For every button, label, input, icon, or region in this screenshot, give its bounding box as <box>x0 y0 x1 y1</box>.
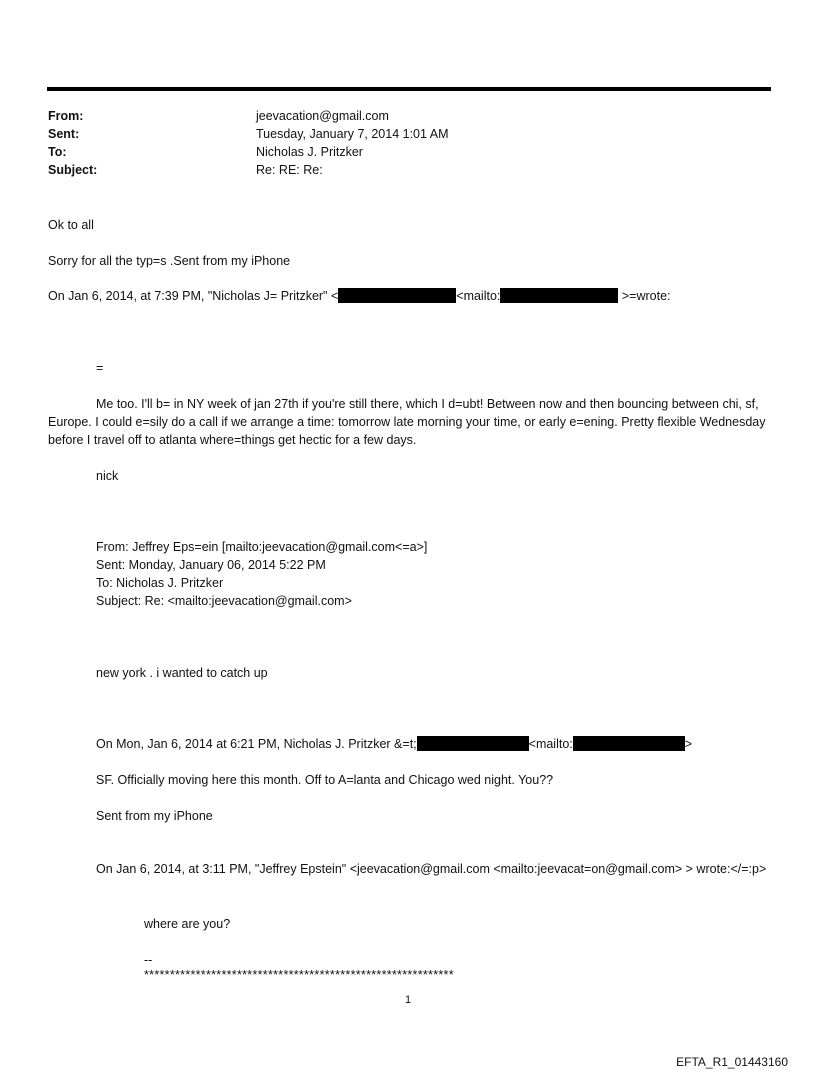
quote-line-1 <box>48 287 671 305</box>
to-value: Nicholas J. Pritzker <box>256 145 363 159</box>
quote2-close: > <box>684 737 693 751</box>
quote1-mailto: <mailto: <box>456 289 501 303</box>
fwd-from: From: Jeffrey Eps=ein [mailto:jeevacation@gmail.com<=a>] <box>96 540 428 554</box>
quote2-prefix: On Mon, Jan 6, 2014 at 6:21 PM, Nicholas J. Pritzker &=t; <box>96 737 417 751</box>
metoo-paragraph: Me too. I'll b= in NY week of jan 27th if you're still there, which I d=ubt! Between now and then bouncing between chi, sf, Europe. I could e=sily do a call if we arrange a time: tomorrow late morning your time, or early e=ening. Pretty flexible Wednesday before I travel off to atlanta where=things get hectic for a few days. <box>48 397 766 447</box>
body-line-sent-iphone: Sent from my iPhone <box>96 809 213 823</box>
quote1-prefix: On Jan 6, 2014, at 7:39 PM, "Nicholas J= Pritzker" < <box>48 289 339 303</box>
redaction-box <box>338 288 456 303</box>
body-line-sf: SF. Officially moving here this month. Off to A=lanta and Chicago wed night. You?? <box>96 773 554 787</box>
sent-label: Sent: <box>48 127 80 141</box>
sig-dashes: -- <box>144 953 153 967</box>
subject-row <box>48 163 448 181</box>
signature-nick: nick <box>96 469 119 483</box>
subject-label: Subject: <box>48 163 98 177</box>
fwd-sent: Sent: Monday, January 06, 2014 5:22 PM <box>96 558 326 572</box>
fwd-subject: Subject: Re: <mailto:jeevacation@gmail.com> <box>96 594 352 608</box>
quote-line-3: On Jan 6, 2014, at 3:11 PM, "Jeffrey Epstein" <jeevacation@gmail.com <mailto:jeevacat=on@gmail.com> > wrote:</=:p> <box>96 862 767 876</box>
from-value: jeevacation@gmail.com <box>256 109 389 123</box>
email-header <box>48 109 448 181</box>
redaction-box <box>500 288 618 303</box>
quote1-wrote: >=wrote: <box>621 289 671 303</box>
to-row <box>48 145 448 163</box>
body-line-where: where are you? <box>144 917 231 931</box>
footer-id: EFTA_R1_01443160 <box>676 1055 788 1069</box>
sent-value: Tuesday, January 7, 2014 1:01 AM <box>256 127 449 141</box>
body-line-ok: Ok to all <box>48 218 94 232</box>
quote2-mailto: <mailto: <box>528 737 573 751</box>
page-number: 1 <box>404 994 412 1006</box>
sig-stars: ************************************************************ <box>144 968 454 982</box>
quote-line-2 <box>96 735 692 753</box>
equals-line: = <box>96 361 104 375</box>
redaction-box <box>573 736 685 751</box>
body-line-newyork: new york . i wanted to catch up <box>96 666 268 680</box>
subject-value: Re: RE: Re: <box>256 163 323 177</box>
redaction-box <box>417 736 529 751</box>
header-rule <box>47 87 771 91</box>
from-row <box>48 109 448 127</box>
body-line-sorry: Sorry for all the typ=s .Sent from my iPhone <box>48 254 291 268</box>
fwd-to: To: Nicholas J. Pritzker <box>96 576 224 590</box>
from-label: From: <box>48 109 84 123</box>
to-label: To: <box>48 145 67 159</box>
sent-row <box>48 127 448 145</box>
